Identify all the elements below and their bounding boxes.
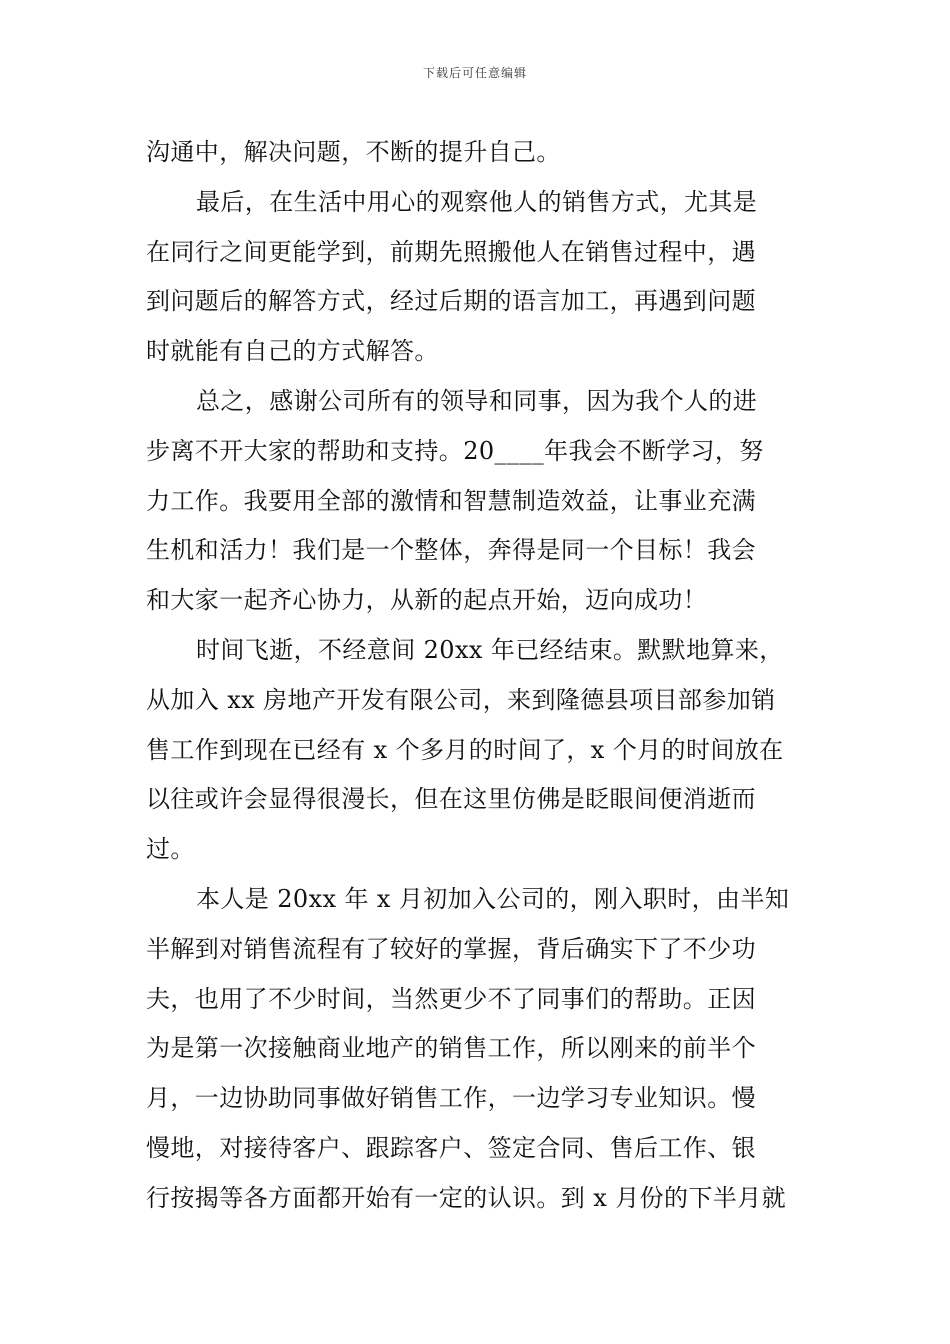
text-line: 生机和活力！我们是一个整体，奔得是同一个目标！我会: [146, 536, 756, 565]
paragraph-first-line: 时间飞逝，不经意间 20xx 年已经结束。默默地算来，: [196, 635, 784, 664]
document-body: [146, 128, 806, 1224]
text-line: 慢地，对接待客户、跟踪客户、签定合同、售后工作、银: [146, 1133, 756, 1162]
text-line: 为是第一次接触商业地产的销售工作，所以刚来的前半个: [146, 1034, 756, 1063]
text-line: 售工作到现在已经有 x 个多月的时间了，x 个月的时间放在: [146, 735, 784, 764]
paragraph-first-line: 总之，感谢公司所有的领导和同事，因为我个人的进: [196, 386, 758, 415]
text-line: 过。: [146, 835, 195, 864]
text-line: 行按揭等各方面都开始有一定的认识。到 x 月份的下半月就: [146, 1183, 786, 1212]
text-line: 时就能有自己的方式解答。: [146, 337, 439, 366]
text-line: 夫，也用了不少时间，当然更少不了同事们的帮助。正因: [146, 984, 756, 1013]
paragraph-first-line: 最后，在生活中用心的观察他人的销售方式，尤其是: [196, 187, 758, 216]
text-line: 在同行之间更能学到，前期先照搬他人在销售过程中，遇: [146, 237, 756, 266]
text-line: 力工作。我要用全部的激情和智慧制造效益，让事业充满: [146, 486, 756, 515]
text-line: 沟通中，解决问题，不断的提升自己。: [146, 138, 561, 166]
text-line: 月，一边协助同事做好销售工作，一边学习专业知识。慢: [146, 1084, 756, 1113]
page-header: 下载后可任意编辑: [422, 66, 527, 80]
text-line: 以往或许会显得很漫长，但在这里仿佛是眨眼间便消逝而: [146, 785, 756, 814]
text-line: 步离不开大家的帮助和支持。20____年我会不断学习，努: [146, 436, 764, 465]
text-line: 半解到对销售流程有了较好的掌握，背后确实下了不少功: [146, 934, 756, 963]
text-line: 到问题后的解答方式，经过后期的语言加工，再遇到问题: [146, 287, 756, 316]
text-line: 和大家一起齐心协力，从新的起点开始，迈向成功！: [146, 586, 708, 615]
paragraph-first-line: 本人是 20xx 年 x 月初加入公司的，刚入职时，由半知: [196, 884, 790, 913]
text-line: 从加入 xx 房地产开发有限公司，来到隆德县项目部参加销: [146, 685, 776, 714]
